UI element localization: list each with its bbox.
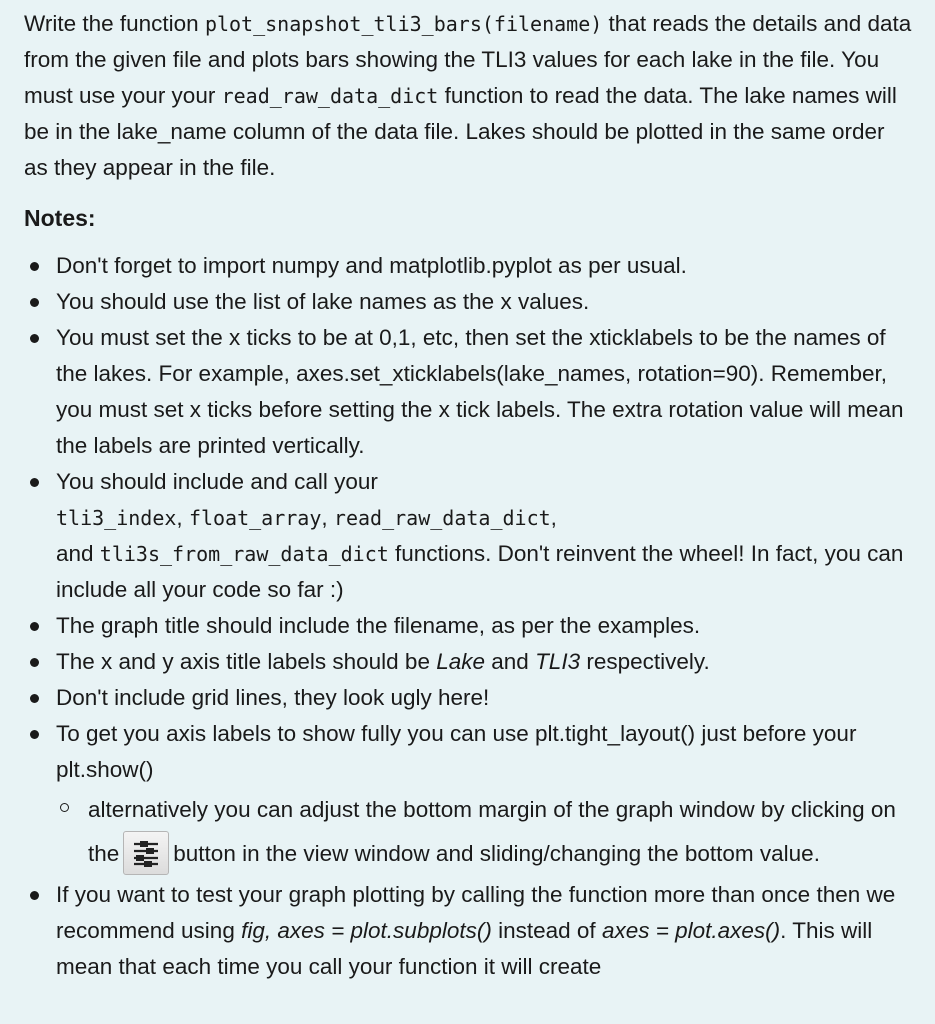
- note-graph-title-text: The graph title should include the filename, as per the examples.: [56, 613, 701, 638]
- note-graph-title: [24, 608, 914, 644]
- note-include-text-1: You should include and call your: [56, 469, 378, 494]
- function-signature-code: plot_snapshot_tli3_bars(filename): [204, 12, 603, 36]
- note-include-functions: [24, 464, 914, 608]
- note-grid-lines-text: Don't include grid lines, they look ugly here!: [56, 685, 490, 710]
- read-raw-data-dict-code: read_raw_data_dict: [221, 84, 439, 108]
- note-subplots-text-1: If you want to test your graph plotting by calling the function more than once then we recommend using: [56, 882, 896, 944]
- tli3s-from-raw-data-dict-code: tli3s_from_raw_data_dict: [99, 542, 389, 566]
- note-axis-text-1: The x and y axis title labels should be: [56, 649, 437, 674]
- y-axis-label-term: TLI3: [535, 649, 581, 674]
- tli3-index-code: tli3_index: [56, 506, 177, 530]
- note-tight-layout-sublist: [56, 788, 914, 877]
- note-axis-text-2: and: [485, 649, 536, 674]
- question-content: [24, 6, 914, 985]
- notes-list: [24, 248, 914, 985]
- note-include-text-2: and: [56, 541, 100, 566]
- note-subplots-text-3: . This will mean that each time you call your function it will create: [56, 918, 873, 980]
- note-x-values: [24, 284, 914, 320]
- note-adjust-text-2: button in the view window and sliding/changing the bottom value.: [173, 841, 820, 866]
- note-import: [24, 248, 914, 284]
- note-x-ticks: [24, 320, 914, 464]
- intro-paragraph: [24, 6, 914, 186]
- read-raw-data-dict-code: read_raw_data_dict: [333, 506, 551, 530]
- configure-subplots-icon: [123, 831, 169, 875]
- note-x-values-text: You should use the list of lake names as the x values.: [56, 289, 590, 314]
- separator: ,: [321, 505, 334, 530]
- axes-code-term: axes = plot.axes(): [601, 918, 781, 944]
- note-import-text: Don't forget to import numpy and matplotlib.pyplot as per usual.: [56, 253, 687, 278]
- separator: ,: [176, 505, 189, 530]
- note-tight-layout-text: To get you axis labels to show fully you can use plt.tight_layout() just before your plt.show(): [56, 721, 857, 782]
- note-adjust-text-1: alternatively you can adjust the bottom margin of the graph window by clicking on the: [88, 797, 896, 866]
- note-subplots: [24, 877, 914, 985]
- note-adjust-margin: [56, 788, 914, 877]
- intro-text-3: function to read the data. The lake names will be in the lake_name column of the data file. Lakes should be plotted in the same order as they appear in the file.: [24, 83, 897, 180]
- note-axis-labels: [24, 644, 914, 680]
- intro-text-1: Write the function: [24, 11, 205, 36]
- note-include-text-3: functions. Don't reinvent the wheel! In fact, you can include all your code so far :): [56, 541, 904, 602]
- note-x-ticks-text: You must set the x ticks to be at 0,1, etc, then set the xticklabels to be the names of the lakes. For example, axes.set_xticklabels(lake_names, rotation=90). Remember, you must set x ticks before setting the x tick labels. The extra rotation value will mean the labels are printed vertically.: [56, 325, 904, 458]
- intro-text-2: that reads the details and data from the given file and plots bars showing the TLI3 values for each lake in the file. You must use your your: [24, 11, 912, 108]
- notes-heading: Notes:: [24, 205, 96, 231]
- subplots-code-term: fig, axes = plot.subplots(): [241, 918, 492, 944]
- note-axis-text-3: respectively.: [580, 649, 710, 674]
- note-grid-lines: [24, 680, 914, 716]
- x-axis-label-term: Lake: [436, 649, 486, 674]
- bottom-fade: [0, 984, 935, 1024]
- note-subplots-text-2: instead of: [491, 918, 602, 944]
- separator: ,: [550, 505, 557, 530]
- note-tight-layout: [24, 716, 914, 877]
- float-array-code: float_array: [188, 506, 322, 530]
